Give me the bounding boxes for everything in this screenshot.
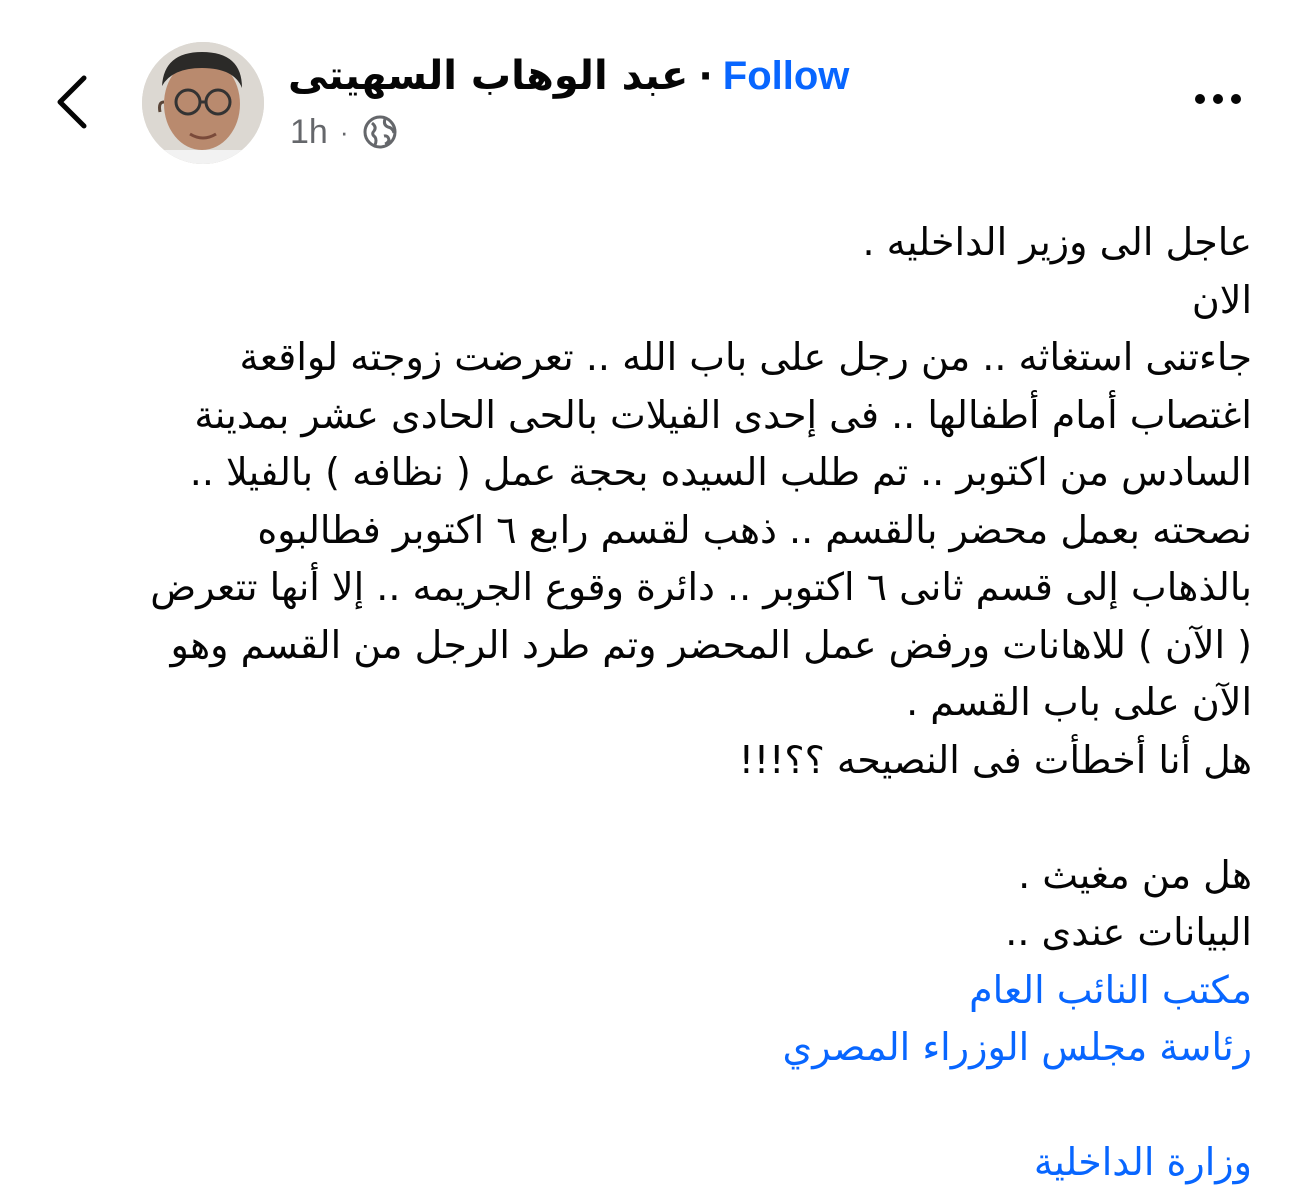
post-line: الآن على باب القسم . <box>906 680 1252 724</box>
author-photo <box>142 42 264 164</box>
more-options-button[interactable] <box>1178 74 1258 124</box>
post-line: ( الآن ) للاهانات ورفض عمل المحضر وتم طرد الرجل من القسم وهو <box>170 622 1252 667</box>
globe-icon <box>363 115 397 149</box>
post-line: البيانات عندى .. <box>1005 910 1252 954</box>
post-text <box>32 214 1252 1192</box>
meta-separator: · <box>339 116 349 147</box>
tag-cabinet-presidency[interactable]: رئاسة مجلس الوزراء المصري <box>782 1025 1252 1069</box>
more-horizontal-icon <box>1195 94 1205 104</box>
tag-interior-ministry[interactable]: وزارة الداخلية <box>1033 1140 1252 1184</box>
author-name[interactable]: عبد الوهاب السهيتى <box>288 53 689 99</box>
separator-dot: · <box>698 54 713 98</box>
post-line-blank <box>32 789 1252 847</box>
post-line: هل من مغيث . <box>1018 852 1252 897</box>
tag-public-prosecutor[interactable]: مكتب النائب العام <box>969 967 1252 1012</box>
post-header <box>288 44 849 108</box>
post-line: الان <box>1191 277 1252 322</box>
follow-button[interactable]: Follow <box>722 53 850 98</box>
post-line: عاجل الى وزير الداخليه . <box>862 220 1252 264</box>
post-line: السادس من اكتوبر .. تم طلب السيده بحجة عمل ( نظافه ) بالفيلا .. <box>189 450 1252 494</box>
back-button[interactable] <box>40 62 104 142</box>
post-line: هل أنا أخطأت فى النصيحه ؟؟!!! <box>738 737 1252 782</box>
post-line: جاءتنى استغاثه .. من رجل على باب الله .. تعرضت زوجته لواقعة <box>239 335 1252 379</box>
chevron-left-icon <box>52 72 92 132</box>
avatar[interactable] <box>142 42 264 164</box>
post-line: اغتصاب أمام أطفالها .. فى إحدى الفيلات بالحى الحادى عشر بمدينة <box>194 392 1252 437</box>
post-timestamp[interactable]: 1h <box>290 112 328 151</box>
post-line: نصحته بعمل محضر بالقسم .. ذهب لقسم رابع ٦ اكتوبر فطالبوه <box>257 507 1252 552</box>
post-line: بالذهاب إلى قسم ثانى ٦ اكتوبر .. دائرة وقوع الجريمه .. إلا أنها تتعرض <box>150 565 1252 609</box>
post-meta <box>290 110 397 154</box>
post-line-blank <box>32 1077 1252 1135</box>
